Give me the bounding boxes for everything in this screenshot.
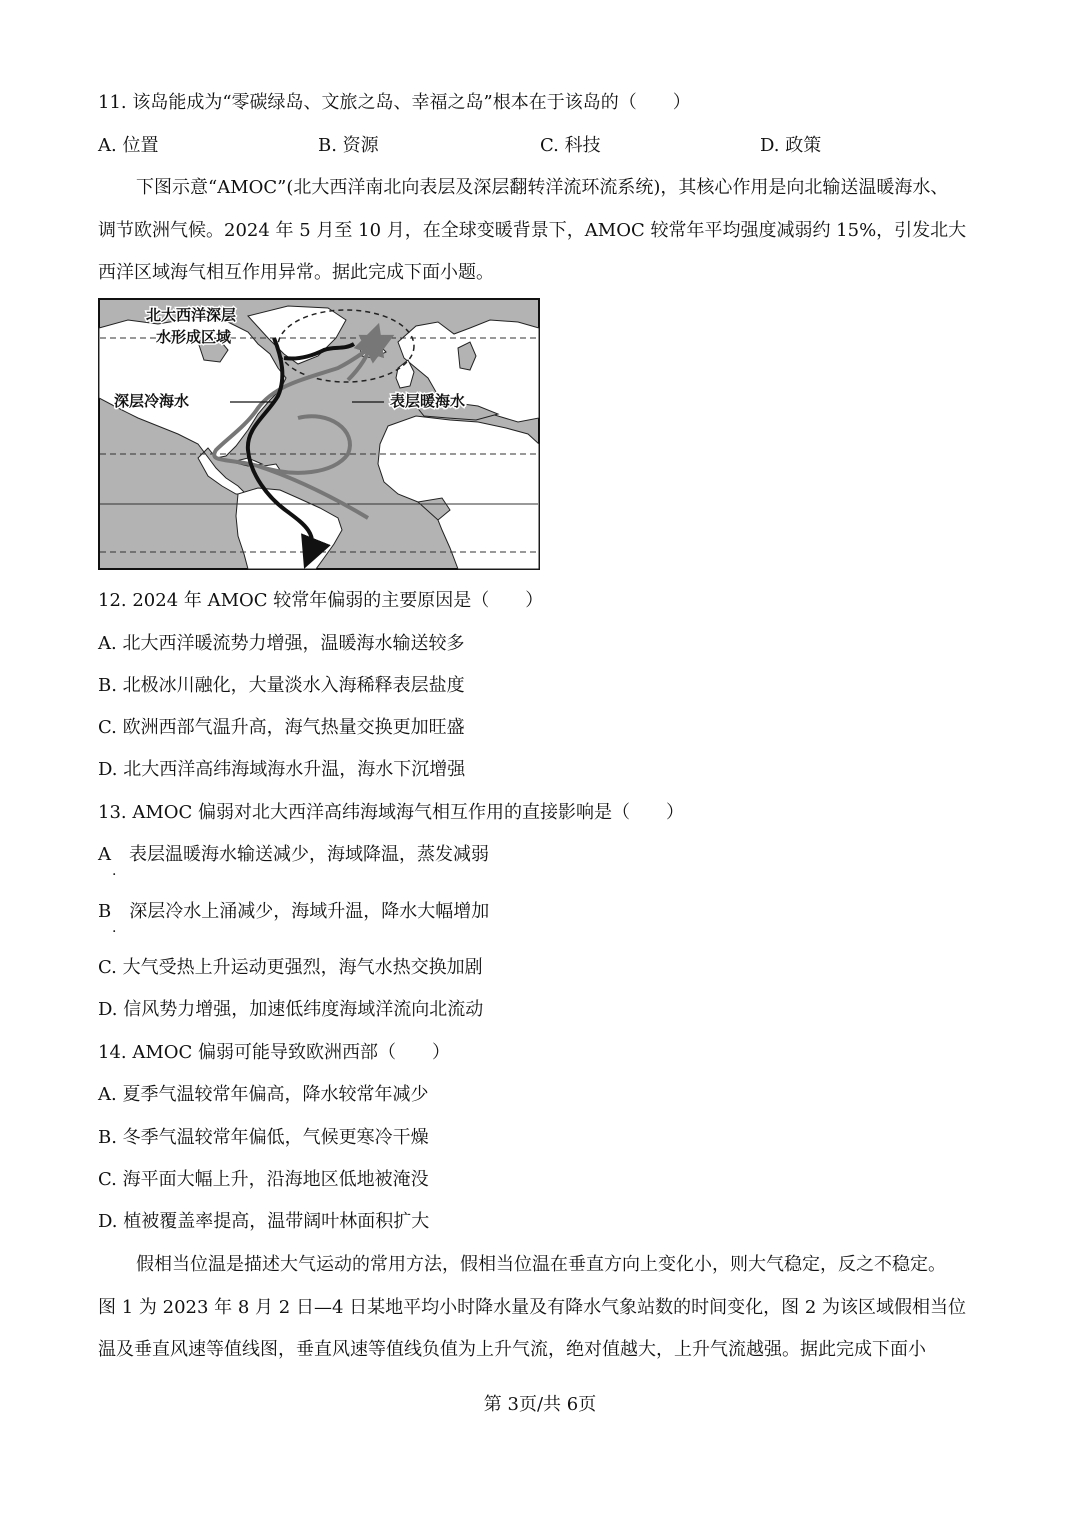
- q13-option-b-dot: ·: [112, 924, 117, 940]
- label-deep-cold-water: 深层冷海水: [114, 392, 190, 410]
- question-13-stem: 13. AMOC 偏弱对北大西洋高纬海域海气相互作用的直接影响是（ ）: [98, 802, 685, 823]
- q13-option-c: C. 大气受热上升运动更强烈，海气水热交换加剧: [98, 957, 483, 978]
- passage2-line-2: 图 1 为 2023 年 8 月 2 日—4 日某地平均小时降水量及有降水气象站数的时间变化，图 2 为该区域假相当位: [98, 1297, 967, 1318]
- q11-option-a: A. 位置: [98, 135, 159, 156]
- q14-option-d: D. 植被覆盖率提高，温带阔叶林面积扩大: [98, 1211, 430, 1232]
- passage1-line-2: 调节欧洲气候。2024 年 5 月至 10 月，在全球变暖背景下，AMOC 较常年平均强度减弱约 15%，引发北大: [98, 220, 967, 241]
- passage2-line-3: 温及垂直风速等值线图，垂直风速等值线负值为上升气流，绝对值越大，上升气流越强。据此完成下面小: [98, 1339, 926, 1360]
- q13-option-b: B 深层冷水上涌减少，海域升温，降水大幅增加: [98, 901, 490, 922]
- q14-option-b: B. 冬季气温较常年偏低，气候更寒冷干燥: [98, 1127, 429, 1148]
- q11-option-d: D. 政策: [760, 135, 822, 156]
- q14-option-c: C. 海平面大幅上升，沿海地区低地被淹没: [98, 1169, 429, 1190]
- q12-option-a: A. 北大西洋暖流势力增强，温暖海水输送较多: [98, 633, 465, 654]
- q13-option-d: D. 信风势力增强，加速低纬度海域洋流向北流动: [98, 999, 484, 1020]
- q11-option-b: B. 资源: [318, 135, 379, 156]
- q13-option-a: A 表层温暖海水输送减少，海域降温，蒸发减弱: [98, 844, 489, 865]
- passage1-line-3: 西洋区域海气相互作用异常。据此完成下面小题。: [98, 262, 494, 283]
- q12-option-d: D. 北大西洋高纬海域海水升温，海水下沉增强: [98, 759, 466, 780]
- q14-option-a: A. 夏季气温较常年偏高，降水较常年减少: [98, 1084, 429, 1105]
- label-deep-water-formation-line2: 水形成区域: [156, 328, 232, 346]
- amoc-map-figure: [98, 298, 540, 570]
- q11-option-c: C. 科技: [540, 135, 601, 156]
- question-12-stem: 12. 2024 年 AMOC 较常年偏弱的主要原因是（ ）: [98, 590, 544, 611]
- q12-option-b: B. 北极冰川融化，大量淡水入海稀释表层盐度: [98, 675, 465, 696]
- q12-option-c: C. 欧洲西部气温升高，海气热量交换更加旺盛: [98, 717, 465, 738]
- q13-option-a-dot: ·: [112, 867, 117, 883]
- passage1-line-1: 下图示意“AMOC”(北大西洋南北向表层及深层翻转洋流环流系统)，其核心作用是向北输送温暖海水、: [136, 177, 949, 198]
- question-11-stem: 11. 该岛能成为“零碳绿岛、文旅之岛、幸福之岛”根本在于该岛的（ ）: [98, 92, 691, 113]
- label-deep-water-formation-line1: 北大西洋深层: [146, 306, 237, 324]
- passage2-line-1: 假相当位温是描述大气运动的常用方法，假相当位温在垂直方向上变化小，则大气稳定，反之不稳定。: [136, 1254, 946, 1275]
- page-footer: 第 3页/共 6页: [483, 1394, 597, 1415]
- question-14-stem: 14. AMOC 偏弱可能导致欧洲西部（ ）: [98, 1042, 451, 1063]
- label-surface-warm-water: 表层暖海水: [390, 392, 466, 410]
